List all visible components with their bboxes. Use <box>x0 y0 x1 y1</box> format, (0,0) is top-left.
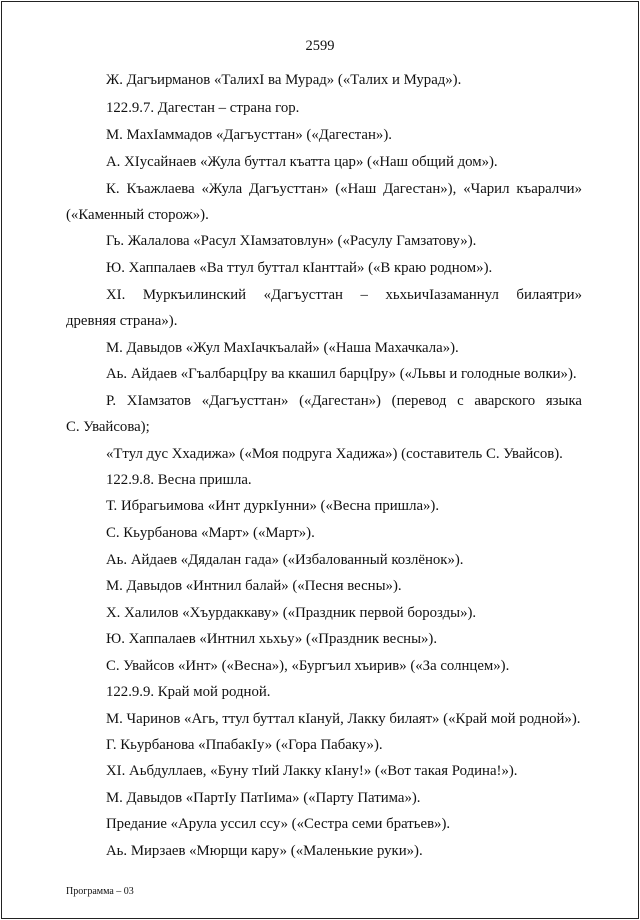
text-line: Ж. Дагъирманов «ТалихI ва Мурад» («Талих и Мурад»). <box>106 72 462 88</box>
text-line: А. ХIусайнаев «Жула буттал къатта цар» («Наш общий дом»). <box>106 154 498 170</box>
text-line: Аь. Мирзаев «Мюрщи кару» («Маленькие руки»). <box>106 843 423 859</box>
text-line: Ю. Хаппалаев «Интнил хьхьу» («Праздник весны»). <box>106 631 438 647</box>
text-line: С. Кьурбанова «Март» («Март»). <box>106 525 315 541</box>
section-heading: 122.9.8. Весна пришла. <box>106 472 252 488</box>
text-line: К. Къажлаева «Жула Дагъусттан» («Наш Дагестан»), «Чарил къаралчи» <box>106 181 582 197</box>
section-heading: 122.9.7. Дагестан – страна гор. <box>106 100 300 116</box>
text-line: М. Давыдов «ПартIу ПатIима» («Парту Патима»). <box>106 790 421 806</box>
text-line: ХI. Муркъилинский «Дагъусттан – хьхьичIазаманнул билаятри» <box>106 287 582 303</box>
text-line: ХI. Аьбдуллаев, «Буну тIий Лакку кIану!» («Вот такая Родина!»). <box>106 763 518 779</box>
text-line: Р. ХIамзатов «Дагъусттан» («Дагестан») (перевод с аварского языка <box>106 393 582 409</box>
section-heading: 122.9.9. Край мой родной. <box>106 684 271 700</box>
text-line: Т. Ибрагьимова «Инт дуркIунни» («Весна пришла»). <box>106 498 440 514</box>
text-line: «Ттул дус Ххадижа» («Моя подруга Хадижа») (составитель С. Увайсов). <box>106 446 563 462</box>
text-line: древняя страна»). <box>66 313 178 329</box>
page-footer: Программа – 03 <box>66 886 134 897</box>
text-line: М. Давыдов «Жул МахIачкъалай» («Наша Махачкала»). <box>106 340 459 356</box>
text-line: Х. Халилов «Хъурдаккаву» («Праздник первой борозды»). <box>106 605 477 621</box>
text-line: М. МахIаммадов «Дагъусттан» («Дагестан»). <box>106 127 392 143</box>
text-line: Ю. Хаппалаев «Ва ттул буттал кIанттай» («В краю родном»). <box>106 260 493 276</box>
text-line: Аь. Айдаев «Дядалан гада» («Избалованный козлёнок»). <box>106 552 464 568</box>
text-line: Аь. Айдаев «ГъалбарцIру ва ккашил барцIру» («Львы и голодные волки»). <box>106 366 577 382</box>
text-line: Г. Кьурбанова «ПпабакIу» («Гора Пабаку»). <box>106 737 383 753</box>
text-line: Гь. Жалалова «Расул ХIамзатовлун» («Расулу Гамзатову»). <box>106 233 477 249</box>
text-line: С. Увайсов «Инт» («Весна»), «Бургъил хъирив» («За солнцем»). <box>106 658 510 674</box>
text-line: («Каменный сторож»). <box>66 207 209 223</box>
text-line: М. Чаринов «Агь, ттул буттал кIануй, Лакку билаят» («Край мой родной»). <box>106 711 581 727</box>
text-line: С. Увайсова); <box>66 419 150 435</box>
page-number: 2599 <box>305 38 335 54</box>
text-line: М. Давыдов «Интнил балай» («Песня весны»). <box>106 578 402 594</box>
text-line: Предание «Арула уссил ссу» («Сестра семи братьев»). <box>106 816 451 832</box>
